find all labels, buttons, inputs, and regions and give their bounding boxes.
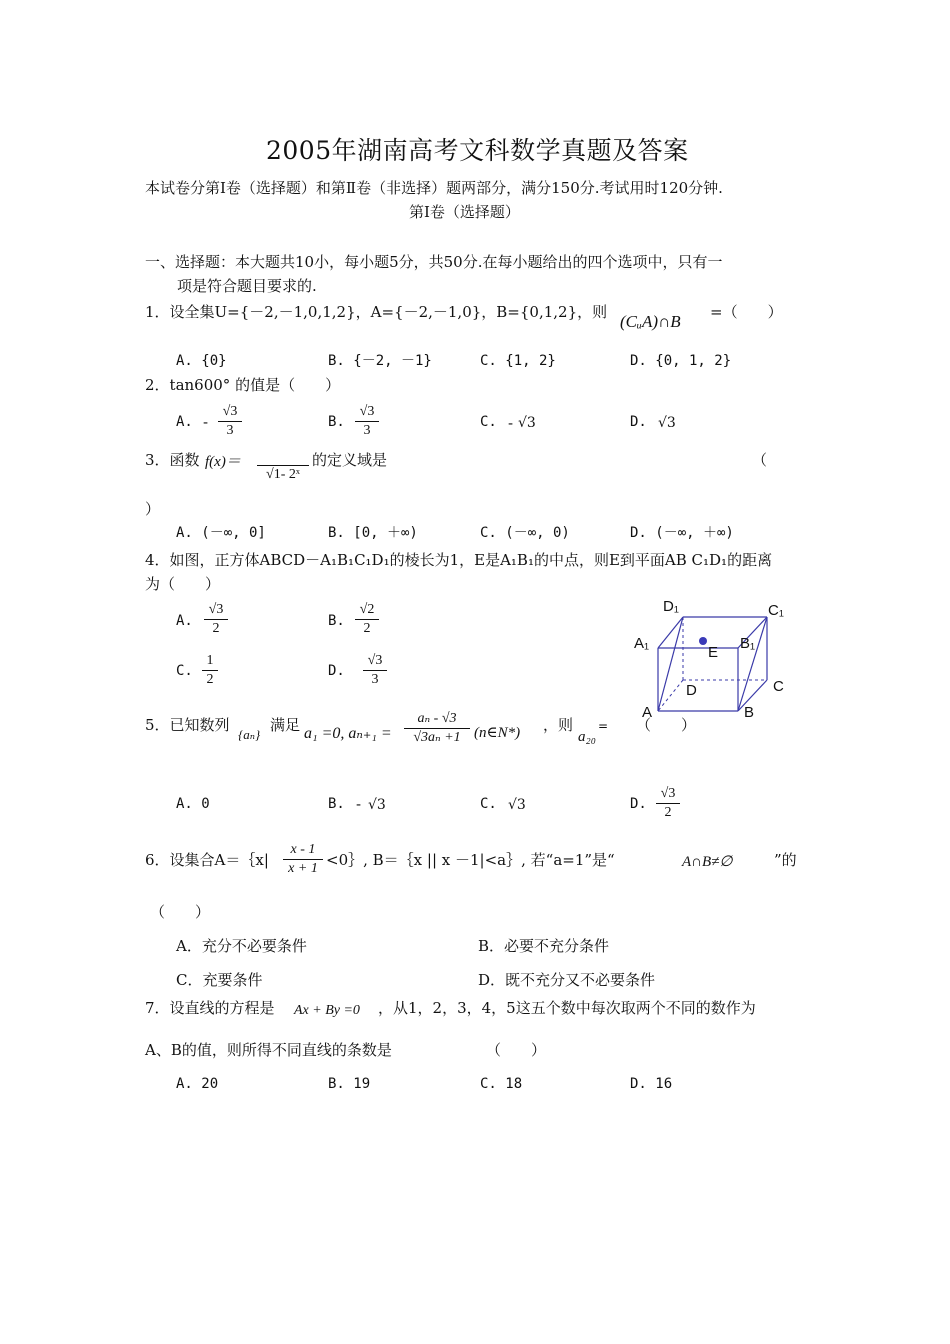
q6-option-c: C．充要条件: [176, 971, 263, 989]
q7-option-d: D. 16: [630, 1076, 673, 1092]
q2-option-a-numerator: √3: [222, 404, 238, 419]
q2-option-a-label: A.: [176, 414, 193, 430]
q3-option-d: D. (－∞, ＋∞): [630, 525, 734, 541]
q4-option-a-numerator: √3: [208, 602, 224, 617]
q3-fraction: [257, 451, 309, 482]
q7-option-b: B. 19: [328, 1076, 371, 1092]
q5-option-b-sign: -: [356, 795, 362, 813]
q5-option-b-label: B.: [328, 796, 345, 812]
q4-option-a-denominator: 2: [212, 621, 220, 636]
label-a: A: [642, 704, 653, 721]
q4-stem-line1: 4．如图，正方体ABCD－A₁B₁C₁D₁的棱长为1，E是A₁B₁的中点，则E到平面AB C₁D₁的距离: [145, 551, 773, 569]
q6-option-d: D．既不充分又不必要条件: [478, 971, 656, 989]
q6-option-a: A．充分不必要条件: [176, 937, 307, 955]
q7-stem-prefix: 7．设直线的方程是: [145, 999, 275, 1017]
q7-answer-paren: （ ）: [486, 1041, 547, 1059]
q2-option-c-label: C.: [480, 414, 497, 430]
q5-option-d-label: D.: [630, 796, 647, 812]
q5-option-d-denominator: 2: [664, 805, 672, 820]
q6-denominator: x + 1: [288, 861, 318, 876]
q3-stem-suffix: 的定义域是: [312, 451, 388, 469]
page-title: 2005年湖南高考文科数学真题及答案: [266, 136, 689, 165]
q3-paren-open: （: [752, 451, 768, 469]
q4-stem-line2: 为（ ）: [145, 575, 221, 593]
q2-option-d-label: D.: [630, 414, 647, 430]
q2-option-a-denominator: 3: [226, 423, 234, 438]
q6-expression: A∩B≠∅: [682, 854, 733, 870]
cube-figure: [628, 592, 800, 724]
q5-condition: a₁ =0, aₙ₊₁ =: [304, 725, 392, 742]
q5-then: ，则: [543, 716, 574, 734]
q5-domain: (n∈N*): [474, 725, 521, 741]
q6-stem-suffix: ”的: [774, 851, 797, 869]
q4-option-d-fraction: [363, 654, 387, 687]
intro-text: 本试卷分第Ⅰ卷（选择题）和第Ⅱ卷（非选择）题两部分，满分150分.考试用时120分钟.: [145, 179, 723, 197]
label-a1: A₁: [634, 635, 650, 652]
q7-option-c: C. 18: [480, 1076, 523, 1092]
q4-option-d-numerator: √3: [367, 653, 383, 668]
q3-denominator: √1- 2ˣ: [266, 467, 300, 482]
q1-option-a: A. {0}: [176, 353, 227, 369]
label-b: B: [744, 704, 755, 721]
q3-function: f(x)＝: [205, 454, 241, 470]
q4-option-a-fraction: [204, 603, 228, 636]
q4-option-b-numerator: √2: [359, 602, 375, 617]
q5-option-c-value: √3: [508, 797, 526, 813]
q4-option-b-label: B.: [328, 613, 345, 629]
q5-option-d-numerator: √3: [660, 786, 676, 801]
q5-option-a: A. 0: [176, 796, 210, 812]
q6-option-b: B．必要不充分条件: [478, 937, 610, 955]
q5-equals: =: [598, 719, 609, 733]
q2-option-c-sign: -: [508, 414, 514, 432]
q5-stem-condition-label: 满足: [270, 716, 301, 734]
point-e-marker: [699, 637, 707, 645]
q2-option-c-value: √3: [518, 415, 536, 431]
q5-fraction: [404, 712, 470, 745]
part-heading: 第Ⅰ卷（选择题）: [409, 203, 520, 221]
q2-option-b-numerator: √3: [359, 404, 375, 419]
label-d1: D₁: [663, 598, 679, 615]
q2-option-a-fraction: [218, 405, 242, 438]
label-d: D: [686, 682, 697, 699]
q7-stem-line2: A、B的值，则所得不同直线的条数是: [145, 1041, 392, 1059]
label-c: C: [773, 678, 784, 695]
q4-option-b-denominator: 2: [363, 621, 371, 636]
q1-option-c: C. {1, 2}: [480, 353, 556, 369]
q4-option-c-numerator: 1: [206, 653, 214, 668]
q5-option-b-value: √3: [368, 797, 386, 813]
q4-option-d-denominator: 3: [371, 672, 379, 687]
q3-stem-prefix: 3．函数: [145, 451, 200, 469]
q1-expression: (CᵤA)∩B: [620, 312, 681, 331]
q4-option-d-label: D.: [328, 663, 345, 679]
label-e: E: [708, 644, 719, 661]
q3-option-c: C. (－∞, 0): [480, 525, 570, 541]
q5-option-c-label: C.: [480, 796, 497, 812]
q6-answer-paren: （ ）: [150, 903, 211, 921]
q5-sequence: {aₙ}: [238, 727, 261, 742]
section-instructions-line1: 一、选择题：本大题共10小，每小题5分，共50分.在每小题给出的四个选项中，只有一: [145, 253, 723, 271]
q5-stem-prefix: 5．已知数列: [145, 716, 230, 734]
q6-fraction: [283, 843, 323, 876]
q5-answer-paren: （ ）: [636, 716, 697, 734]
q1-stem: 1．设全集U={－2,－1,0,1,2}，A={－2,－1,0}，B={0,1,2}，则: [145, 303, 608, 321]
q6-stem-middle: <0｝, B＝｛x || x －1|<a｝, 若“a=1”是“: [326, 851, 615, 869]
q4-option-c-label: C.: [176, 663, 193, 679]
q2-option-a-sign: -: [203, 413, 209, 431]
q3-option-b: B. [0, ＋∞): [328, 525, 418, 541]
q1-option-d: D. {0, 1, 2}: [630, 353, 732, 369]
q3-option-a: A. (－∞, 0]: [176, 525, 266, 541]
q1-answer-paren: =（ ）: [710, 303, 783, 321]
section-instructions-line2: 项是符合题目要求的.: [177, 277, 317, 295]
q2-option-b-denominator: 3: [363, 423, 371, 438]
q5-a20: a₂₀: [578, 729, 596, 745]
q2-option-b-label: B.: [328, 414, 345, 430]
q4-option-c-fraction: [202, 654, 218, 687]
q7-stem-suffix: ，从1，2，3，4，5这五个数中每次取两个不同的数作为: [378, 999, 756, 1017]
q4-option-b-fraction: [355, 603, 379, 636]
q2-stem: 2．tan600° 的值是（ ）: [145, 376, 341, 394]
q7-equation: Ax + By =0: [294, 1003, 360, 1018]
q6-numerator: x - 1: [290, 842, 316, 857]
label-b1: B₁: [740, 635, 756, 652]
q3-paren-close: ）: [145, 500, 161, 518]
q2-option-d-value: √3: [658, 415, 676, 431]
q4-option-a-label: A.: [176, 613, 193, 629]
q5-numerator: aₙ - √3: [417, 711, 457, 726]
q4-option-c-denominator: 2: [206, 672, 214, 687]
q1-option-b: B. {－2, －1}: [328, 353, 432, 369]
label-c1: C₁: [768, 602, 784, 619]
q2-option-b-fraction: [355, 405, 379, 438]
q6-stem-prefix: 6．设集合A＝｛x|: [145, 851, 269, 869]
q5-denominator: √3aₙ +1: [413, 730, 461, 745]
q7-option-a: A. 20: [176, 1076, 219, 1092]
q5-option-d-fraction: [656, 787, 680, 820]
